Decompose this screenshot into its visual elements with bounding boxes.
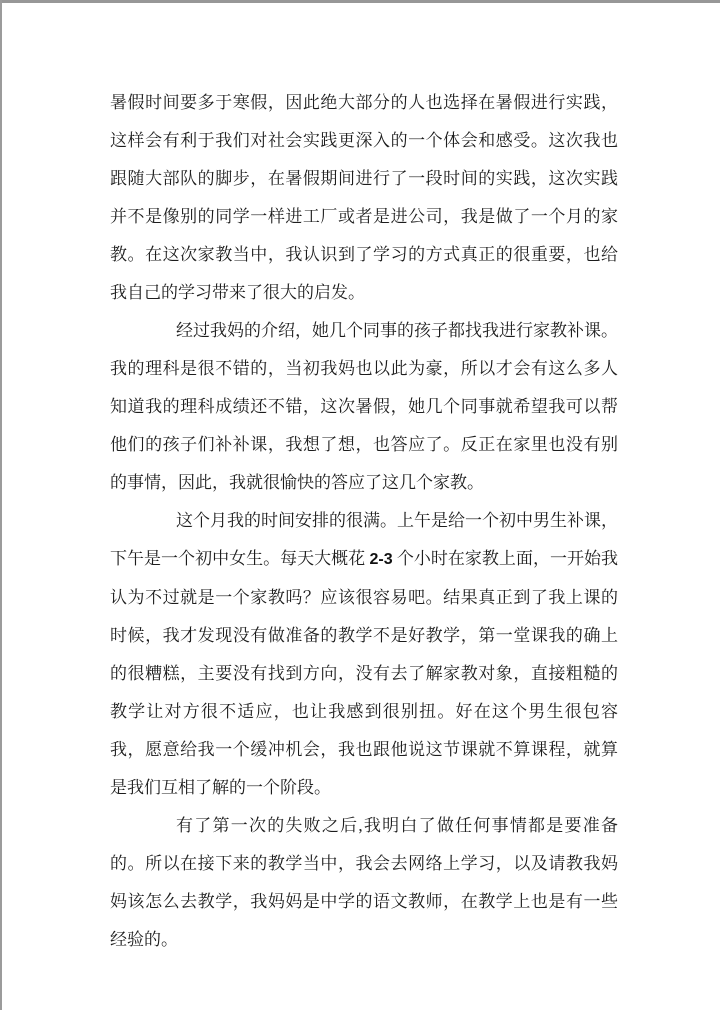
paragraph-1: 暑假时间要多于寒假，因此绝大部分的人也选择在暑假进行实践，这样会有利于我们对社会实践更深入的一个体会和感受。这次我也跟随大部队的脚步，在暑假期间进行了一段时间的实践，这次实践并不是像别的同学一样进工厂或者是进公司，我是做了一个月的家教。在这次家教当中，我认识到了学习的方式真正的很重要，也给我自己的学习带来了很大的启发。: [110, 93, 618, 302]
page-left-border: [0, 0, 2, 1010]
document-body: [110, 84, 618, 959]
page-top-border: [0, 0, 720, 3]
paragraph-3: [110, 502, 618, 807]
paragraph-3-text-before: 这个月我的时间安排的很满。上午是给一个初中男生补课，下午是一个初中女生。每天大概花: [110, 511, 618, 568]
bold-hours-number: 2-3: [369, 551, 393, 568]
paragraph-3-text-after: 个小时在家教上面，一开始我认为不过就是一个家教吗？应该很容易吧。结果真正到了我上课的时候，我才发现没有做准备的教学不是好教学，第一堂课我的确上的很糟糕，主要没有找到方向，没有去了解家教对象，直接粗糙的教学让对方很不适应，也让我感到很别扭。好在这个男生很包容我，愿意给我一个缓冲机会，我也跟他说这节课就不算课程，就算是我们互相了解的一个阶段。: [110, 549, 619, 797]
paragraph-4: 有了第一次的失败之后,我明白了做任何事情都是要准备的。所以在接下来的教学当中，我会去网络上学习，以及请教我妈妈该怎么去教学，我妈妈是中学的语文教师，在教学上也是有一些经验的。: [110, 816, 618, 949]
paragraph-2: 经过我妈的介绍，她几个同事的孩子都找我进行家教补课。我的理科是很不错的，当初我妈也以此为豪，所以才会有这么多人知道我的理科成绩还不错，这次暑假，她几个同事就希望我可以帮他们的孩子们补补课，我想了想，也答应了。反正在家里也没有别的事情，因此，我就很愉快的答应了这几个家教。: [110, 321, 618, 492]
